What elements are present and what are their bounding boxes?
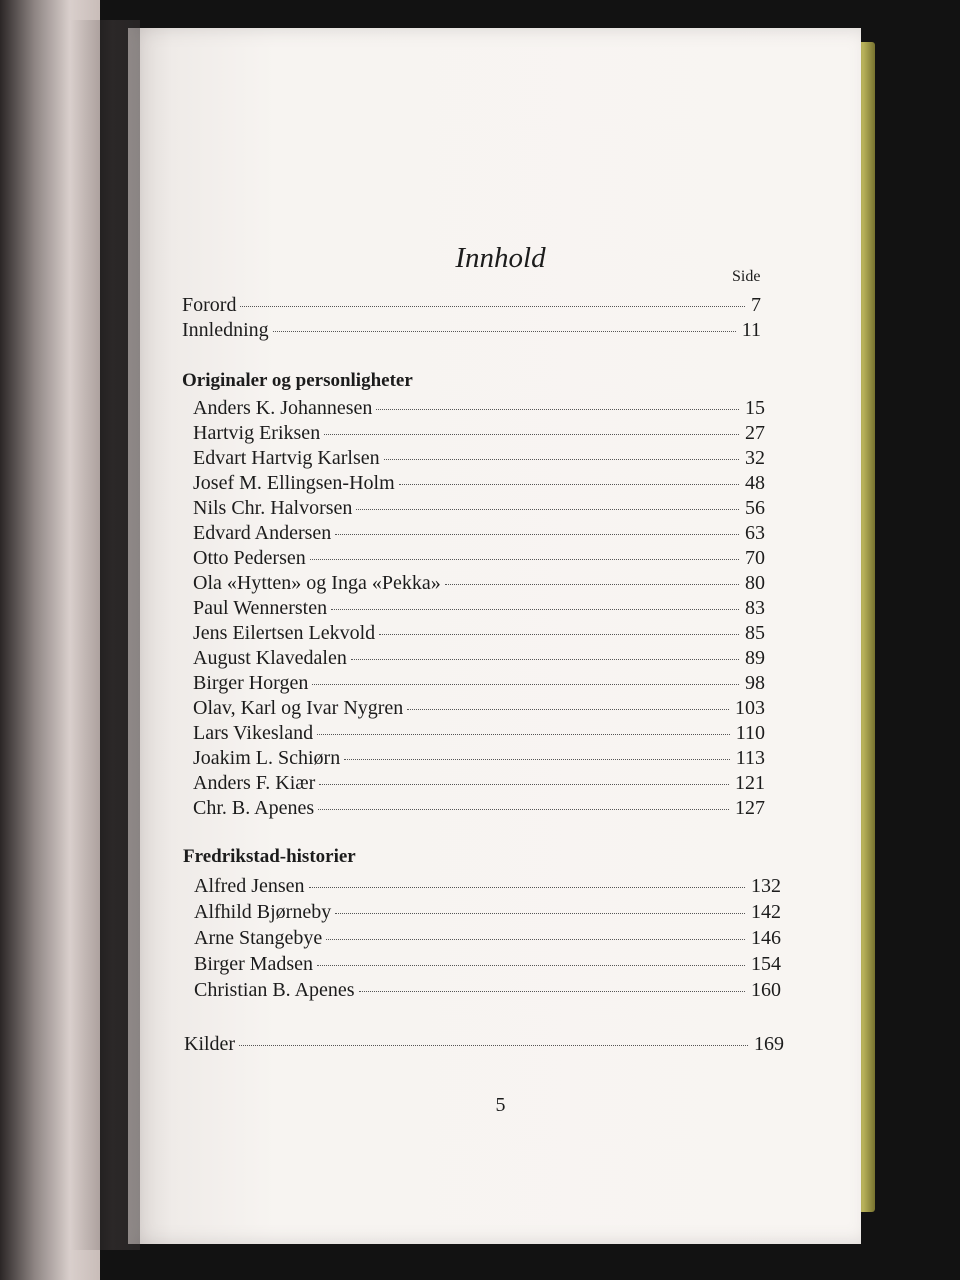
- toc-entry-page: 121: [735, 772, 765, 794]
- toc-entry: [193, 622, 765, 645]
- toc-entry: [193, 522, 765, 545]
- toc-entry-page: 169: [754, 1033, 784, 1055]
- toc-entry: [193, 547, 765, 570]
- toc-entry: [194, 953, 781, 976]
- toc-entry: [184, 1033, 784, 1056]
- toc-entry-label: Alfhild Bjørneby: [194, 901, 332, 923]
- dot-leader: [331, 609, 739, 610]
- toc-entry-page: 110: [735, 722, 765, 744]
- toc-entry: [193, 472, 765, 495]
- dot-leader: [359, 991, 745, 992]
- toc-entry-label: Ola «Hytten» og Inga «Pekka»: [193, 572, 441, 594]
- toc-entry-label: Edvard Andersen: [193, 522, 332, 544]
- toc-entry-label: Paul Wennersten: [193, 597, 328, 619]
- toc-entry-page: 154: [751, 953, 781, 975]
- toc-entry: [194, 875, 781, 898]
- toc-entry-label: Edvart Hartvig Karlsen: [193, 447, 380, 469]
- section-heading: Fredrikstad-historier: [183, 846, 356, 867]
- dot-leader: [407, 709, 729, 710]
- page-column-label: Side: [732, 268, 761, 285]
- dot-leader: [239, 1045, 748, 1046]
- dot-leader: [445, 584, 739, 585]
- toc-entry-page: 70: [745, 547, 765, 569]
- dot-leader: [384, 459, 739, 460]
- toc-entry-label: Anders K. Johannesen: [193, 397, 373, 419]
- toc-entry-page: 89: [745, 647, 765, 669]
- dot-leader: [335, 534, 739, 535]
- toc-entry-label: Nils Chr. Halvorsen: [193, 497, 353, 519]
- toc-entry-page: 142: [751, 901, 781, 923]
- toc-entry-page: 98: [745, 672, 765, 694]
- dot-leader: [240, 306, 745, 307]
- toc-entry: [194, 901, 781, 924]
- toc-entry-label: Birger Horgen: [193, 672, 309, 694]
- toc-entry-page: 80: [745, 572, 765, 594]
- toc-entry-page: 48: [745, 472, 765, 494]
- page-number: 5: [495, 1094, 506, 1116]
- toc-entry-label: Forord: [182, 294, 237, 316]
- toc-entry: [193, 672, 765, 695]
- toc-entry: [193, 797, 765, 820]
- section-heading: Originaler og personligheter: [182, 370, 413, 391]
- toc-entry-label: August Klavedalen: [193, 647, 347, 669]
- toc-entry-page: 146: [751, 927, 781, 949]
- toc-entry-page: 7: [751, 294, 761, 316]
- toc-entry-label: Arne Stangebye: [194, 927, 323, 949]
- toc-entry-page: 63: [745, 522, 765, 544]
- toc-entry-page: 56: [745, 497, 765, 519]
- dot-leader: [312, 684, 739, 685]
- dot-leader: [310, 559, 739, 560]
- toc-entry: [193, 572, 765, 595]
- toc-entry-label: Innledning: [182, 319, 269, 341]
- toc-entry-label: Alfred Jensen: [194, 875, 305, 897]
- dot-leader: [317, 734, 730, 735]
- toc-entry: [182, 319, 761, 342]
- toc-entry-label: Joakim L. Schiørn: [193, 747, 341, 769]
- toc-entry-page: 160: [751, 979, 781, 1001]
- book-page: [128, 28, 861, 1244]
- toc-entry-label: Anders F. Kiær: [193, 772, 316, 794]
- dot-leader: [326, 939, 745, 940]
- toc-entry-label: Chr. B. Apenes: [193, 797, 315, 819]
- toc-entry: [193, 722, 765, 745]
- dot-leader: [351, 659, 739, 660]
- dot-leader: [379, 634, 739, 635]
- toc-entry: [193, 397, 765, 420]
- page-gutter-shadow: [70, 20, 140, 1250]
- dot-leader: [376, 409, 739, 410]
- toc-entry-page: 132: [751, 875, 781, 897]
- toc-entry: [193, 497, 765, 520]
- dot-leader: [344, 759, 730, 760]
- toc-entry: [193, 597, 765, 620]
- toc-entry: [193, 697, 765, 720]
- dot-leader: [318, 809, 729, 810]
- toc-entry: [194, 979, 781, 1002]
- toc-entry-label: Hartvig Eriksen: [193, 422, 321, 444]
- dot-leader: [399, 484, 739, 485]
- dot-leader: [356, 509, 739, 510]
- toc-entry-page: 32: [745, 447, 765, 469]
- dot-leader: [273, 331, 736, 332]
- toc-entry: [194, 927, 781, 950]
- dot-leader: [335, 913, 745, 914]
- toc-entry: [193, 747, 765, 770]
- dot-leader: [319, 784, 729, 785]
- toc-entry-page: 11: [741, 319, 761, 341]
- toc-entry: [182, 294, 761, 317]
- toc-entry-label: Kilder: [184, 1033, 236, 1055]
- toc-entry-label: Josef M. Ellingsen-Holm: [193, 472, 395, 494]
- dot-leader: [317, 965, 745, 966]
- toc-entry: [193, 422, 765, 445]
- toc-entry: [193, 447, 765, 470]
- toc-entry-page: 103: [735, 697, 765, 719]
- toc-entry: [193, 772, 765, 795]
- dot-leader: [324, 434, 739, 435]
- toc-entry-label: Jens Eilertsen Lekvold: [193, 622, 376, 644]
- toc-entry-page: 127: [735, 797, 765, 819]
- toc-entry-page: 83: [745, 597, 765, 619]
- toc-entry: [193, 647, 765, 670]
- toc-entry-label: Lars Vikesland: [193, 722, 314, 744]
- toc-entry-page: 113: [735, 747, 765, 769]
- toc-entry-label: Birger Madsen: [194, 953, 314, 975]
- toc-entry-page: 85: [745, 622, 765, 644]
- dot-leader: [309, 887, 745, 888]
- toc-entry-page: 15: [745, 397, 765, 419]
- toc-title: Innhold: [455, 242, 546, 274]
- toc-entry-label: Christian B. Apenes: [194, 979, 355, 1001]
- toc-entry-page: 27: [745, 422, 765, 444]
- toc-entry-label: Olav, Karl og Ivar Nygren: [193, 697, 404, 719]
- toc-entry-label: Otto Pedersen: [193, 547, 306, 569]
